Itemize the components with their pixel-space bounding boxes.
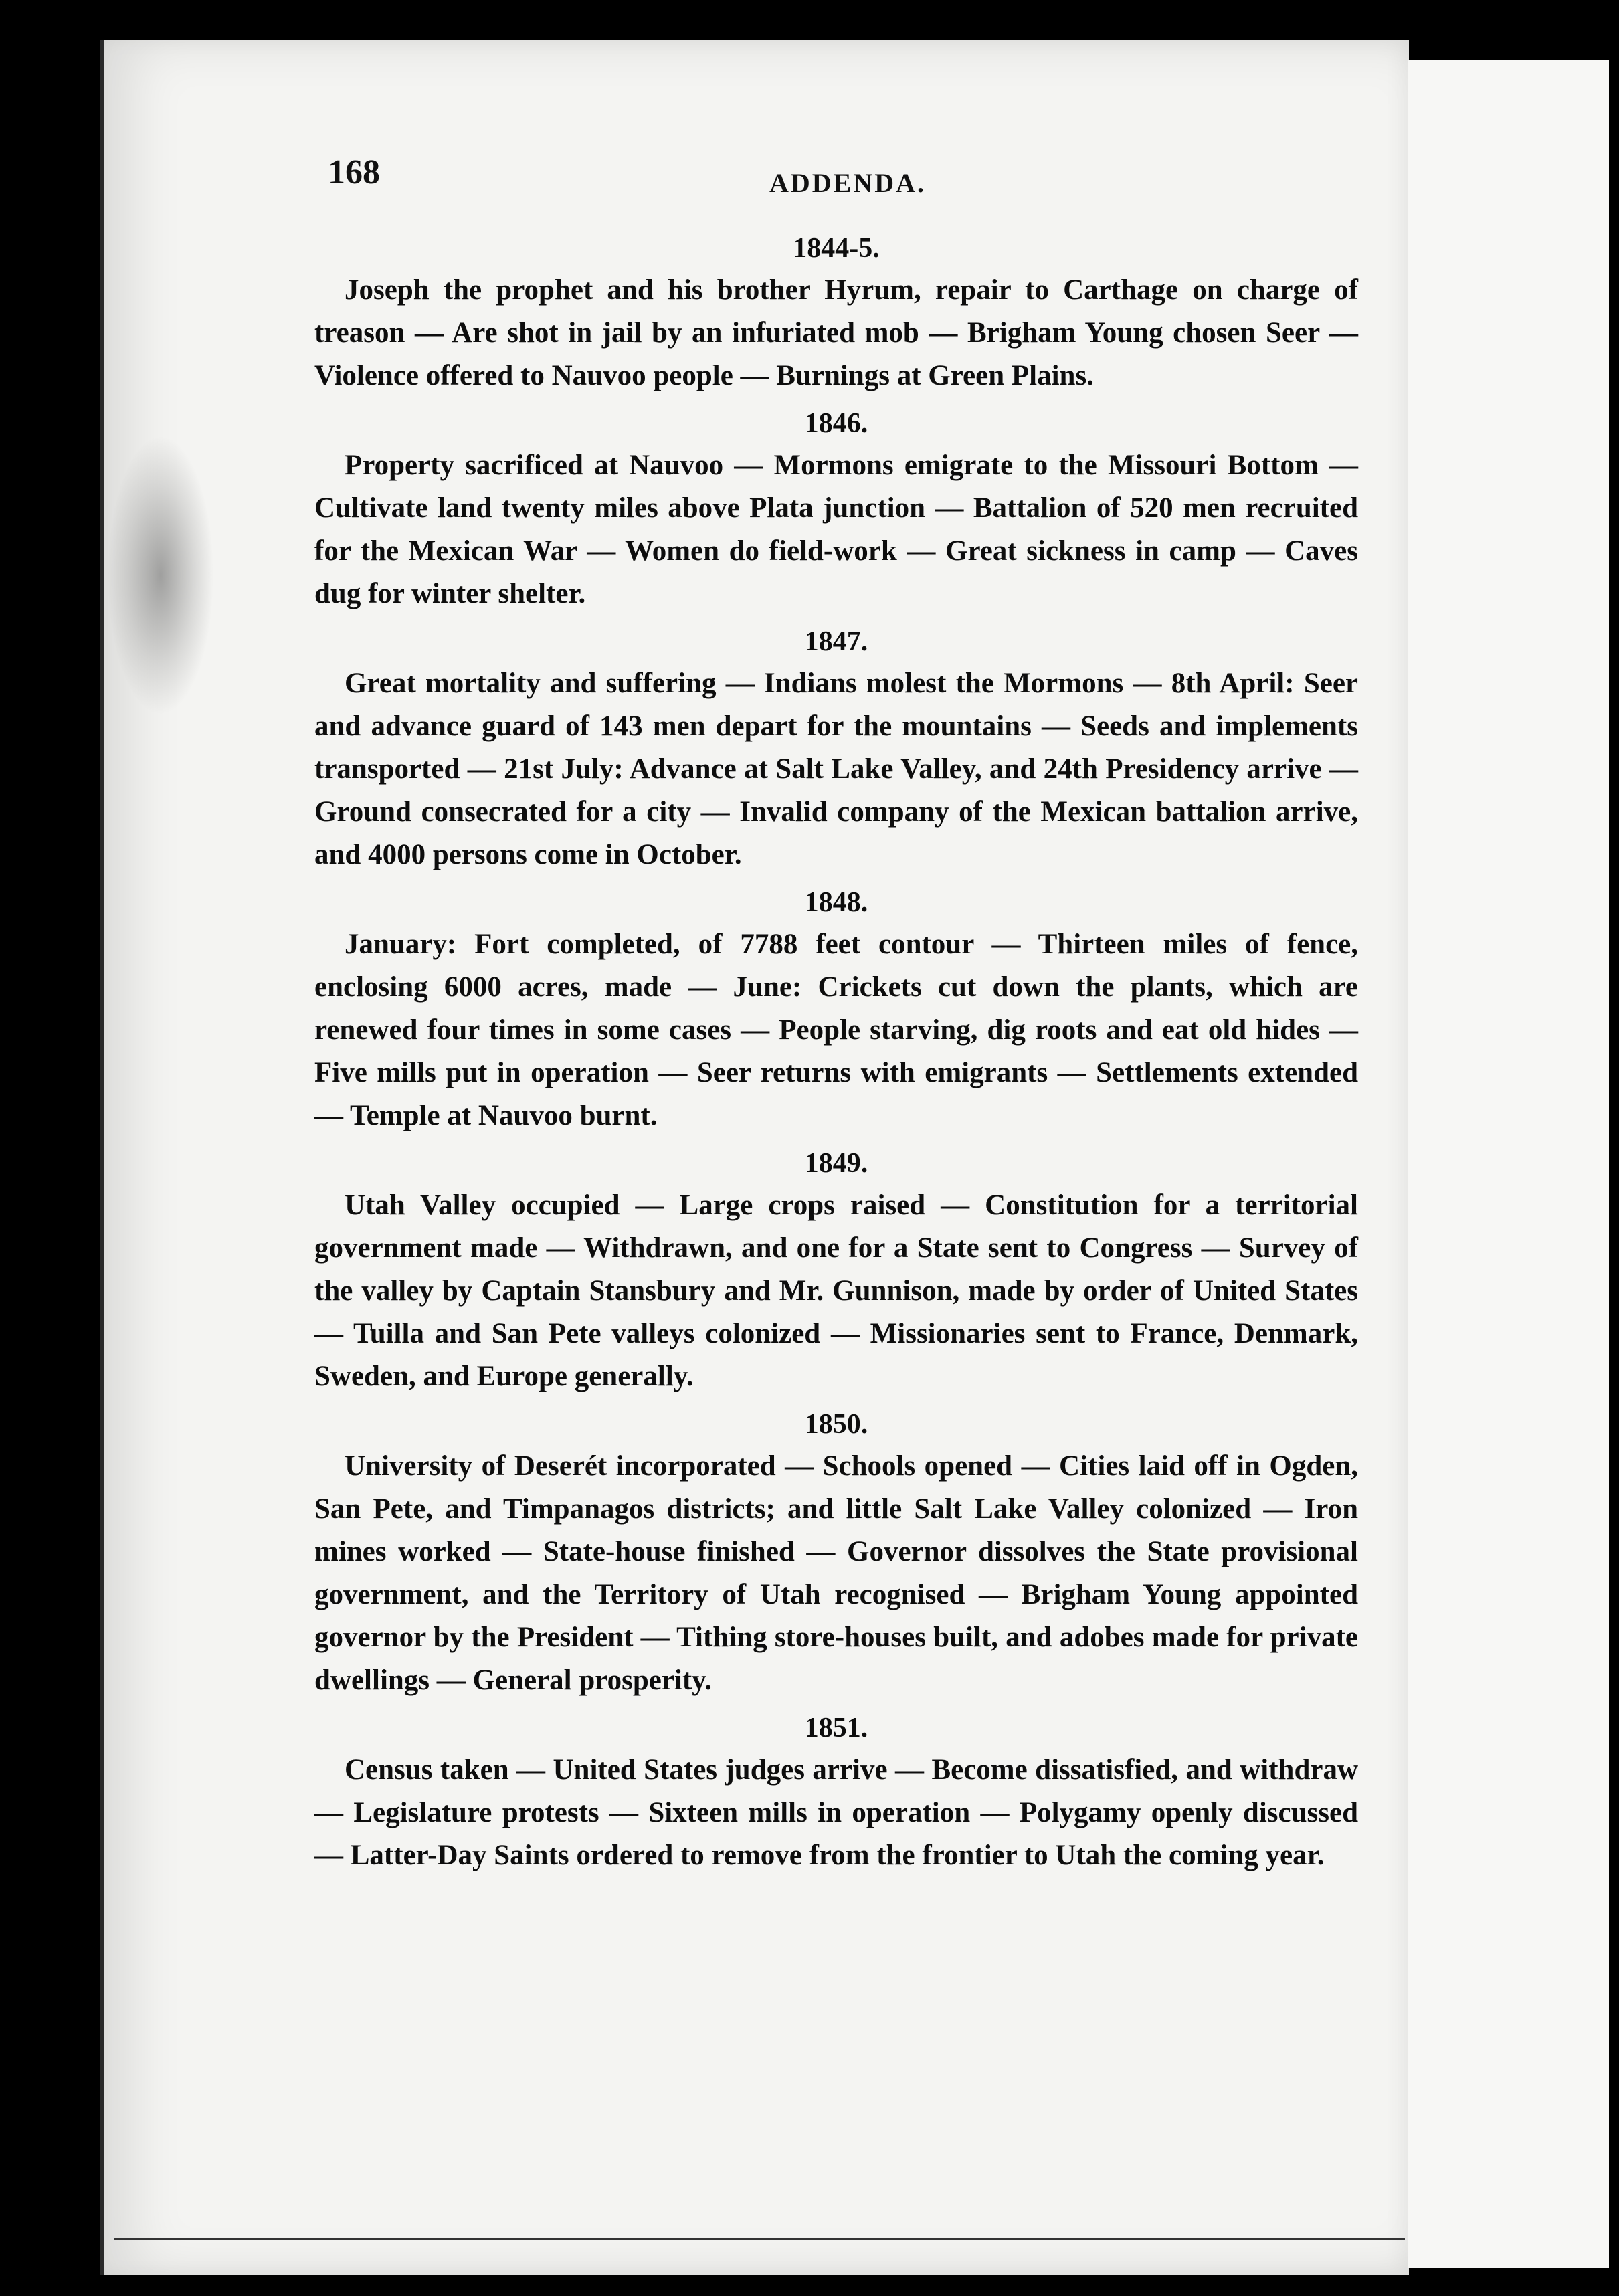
year-heading: 1851. [804, 1713, 868, 1743]
year-heading: 1848. [804, 887, 868, 918]
year-heading: 1849. [804, 1148, 868, 1179]
section-1850 [314, 1404, 1358, 1702]
page-bottom-edge [114, 2238, 1405, 2240]
page-number: 168 [328, 153, 380, 191]
year-heading: 1846. [804, 408, 868, 439]
section-1848 [314, 882, 1358, 1137]
section-1846 [314, 403, 1358, 615]
section-1847 [314, 621, 1358, 876]
section-1844-5 [314, 227, 1358, 397]
year-heading: 1844-5. [793, 233, 880, 264]
year-heading: 1850. [804, 1409, 868, 1440]
page-stain [107, 435, 214, 716]
section-paragraph: Utah Valley occupied — Large crops raised — Constitution for a territorial government made — Withdrawn, and one for a State sent to Congress — Survey of the valley by Captain Stansbury and Mr. Gunnison, made by order of United States — Tuilla and San Pete valleys colonized — Missionaries sent to France, Denmark, Sweden, and Europe generally. [314, 1189, 1358, 1392]
section-paragraph: University of Deserét incorporated — Schools opened — Cities laid off in Ogden, San Pete, and Timpanagos districts; and little Salt Lake Valley colonized — Iron mines worked — State-house finished — Governor dissolves the State provisional government, and the Territory of Utah recognised — Brigham Young appointed governor by the President — Tithing store-houses built, and adobes made for private dwellings — General prosperity. [314, 1450, 1358, 1696]
chronology-text [314, 227, 1358, 1883]
running-title: ADDENDA. [769, 168, 926, 198]
section-paragraph: Great mortality and suffering — Indians molest the Mormons — 8th April: Seer and advance guard of 143 men depart for the mountains — Seeds and implements transported — 21st July: Advance at Salt Lake Valley, and 24th Presidency arrive — Ground consecrated for a city — Invalid company of the Mexican battalion arrive, and 4000 persons come in October. [314, 668, 1358, 870]
section-paragraph: Joseph the prophet and his brother Hyrum, repair to Carthage on charge of treason — Are shot in jail by an infuriated mob — Brigham Young chosen Seer — Violence offered to Nauvoo people — Burnings at Green Plains. [314, 274, 1358, 391]
section-1851 [314, 1707, 1358, 1877]
facing-page-edge [1408, 60, 1609, 2268]
year-heading: 1847. [804, 626, 868, 657]
section-paragraph: January: Fort completed, of 7788 feet contour — Thirteen miles of fence, enclosing 6000 acres, made — June: Crickets cut down the plants, which are renewed four times in some cases — People starving, dig roots and eat old hides — Five mills put in operation — Seer returns with emigrants — Settlements extended — Temple at Nauvoo burnt. [314, 929, 1358, 1131]
section-paragraph: Property sacrificed at Nauvoo — Mormons emigrate to the Missouri Bottom — Cultivate land twenty miles above Plata junction — Battalion of 520 men recruited for the Mexican War — Women do field-work — Great sickness in camp — Caves dug for winter shelter. [314, 450, 1358, 609]
section-paragraph: Census taken — United States judges arrive — Become dissatisfied, and withdraw — Legislature protests — Sixteen mills in operation — Polygamy openly discussed — Latter-Day Saints ordered to remove from the frontier to Utah the coming year. [314, 1754, 1358, 1871]
section-1849 [314, 1143, 1358, 1398]
